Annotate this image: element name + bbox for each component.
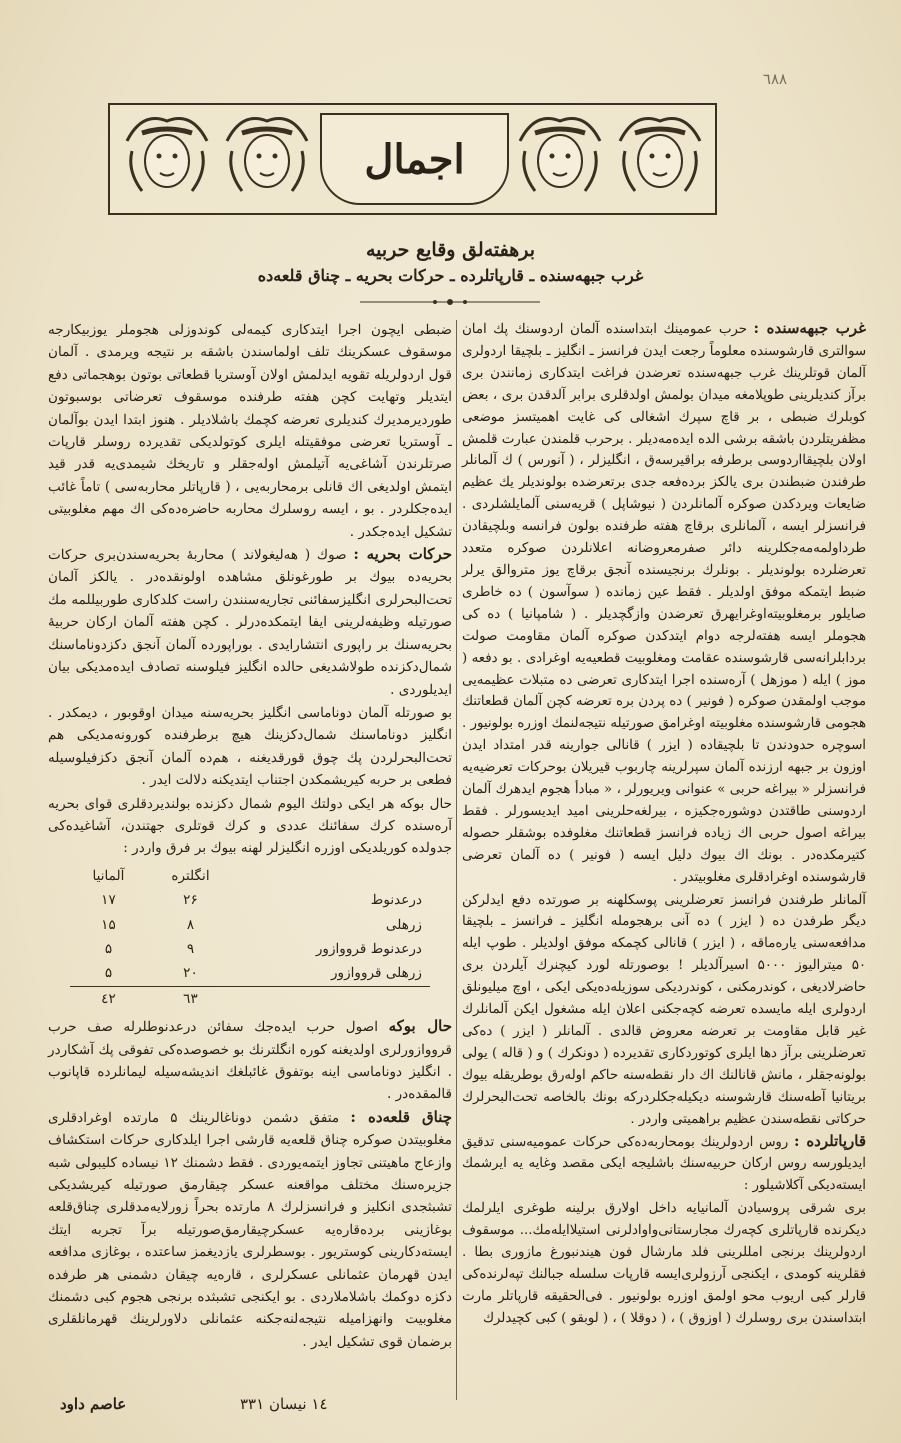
paragraph [48,1015,452,1106]
paragraph-text: آلمانلر طرفندن فرانسز تعرضلرینی پوسکلهنه بر صورتده دفع ایدلرکن دیگر طرفدن ده ( ایزر ) ده آنی برهجومله انگلیز ـ فرانسز ـ بلچیقا مدافعه‌سنی یاره‌ماقه ، ( ایزر ) قانالی کچمکه موفق اولدیلر . طوپ ایله ۵۰ میترالیوز ۵۰۰۰ اسیرآلدیلر ! بوصورتله لورد کیچنرك آیلردن بری حاضرلادیغی ، کوندرمکنی ، کوندردیکی سوزیله‌ده‌یکی ایکی ، اوچ میلیونلق اردولری ایله مایسده تعرضه کچه‌جکنی اعلان ایله مشغول ایکن آلمانلرك غیر قابل مقاومت بر تعرضه معروض قالدی . آلمانلر ( ایزر ) ده‌کی تعرضلرینی برآز دها ایلری کوتوردکاری تقدیرده ( دونکرك ) و ( قاله ) یولی بولونه‌جقلر ، مانش قانالنك اك دار نقطه‌سنه حاکم اوله‌رق بوطریقله بیوك بریتانیا آطه‌سنك قارشوسنه دیکیله‌جکلردرکه بونك بالخاصه تحت‌البحرلرك حرکاتی نقطه‌سندن عظیم براهمیتی واردر . [462,892,866,1127]
left-face-ornament-icon [222,111,312,203]
article-date: ۱٤ نیسان ۳۳۱ [240,1395,328,1413]
paragraph-text: بو صورتله آلمان دوناماسی انگلیز بحریه‌سنه میدان اوقوبور ، دیمکدر . انگلیز دوناماسنك شمال‌دکزینك هیچ برطرفنده کورونه‌مدیکی هم تحت‌البحرلردن پك چوق قورقدیغنه ، هم‌ده آلمان آنجق دکزفیلوسیله فطعی بر حربه کیریشمکدن اجتناب ایتدیکنه دلالت ایدر . [48,704,452,789]
table-header: آلمانیا [92,867,125,884]
table-cell: ۵ [104,965,113,982]
paragraph-text: روس اردولرینك بومحاربه‌ده‌کی حرکات عمومیه‌سنی تدقیق ایدیلورسه روس ارکان حربیه‌سنك باشلیجه ایکی مقصد وغایه‌ یه ایرشمك ایسته‌دیکی آکلاشیلور : [462,1134,866,1194]
paragraph-text: حال بوکه هر ایکی دولتك الیوم شمال دکزنده بولندیردقلری قوای بحریه آره‌سنده کرك سفائنك عددی و کرك قوتلری جهتندن، آشاغیده‌کی جدولده کوریلدیکی اوزره انگلیزلر لهنه بیوك بر فرق واردر : [48,795,452,857]
table-cell: ۲۰ [183,965,198,982]
table-cell: ۸ [186,916,195,933]
paragraph-text: صوك ( هه‌لیغولاند ) محاربهٔ بحریه‌سندن‌بری حرکات بحریه‌ده بیوك بر طورغونلق مشاهده اولونقده‌در . یالکز آلمان تحت‌البحرلری انگلیزسفائنی تجاریه‌سنندن راست‌ کلدکاری طوربیللمه‌ مك صورتیله وظیفه‌لرینی ایفا ایتمکده‌درلر . کچن هفته آلمان ارکان حربیهٔ بحریه‌سنك بر راپوری انتشارایدی . بوراپورده آلمان آنجق دکزدوناماسنك شمال‌دکزنده طولاشدیغی حالده انگلیز فیلوسنه تصادف ایده‌مدیکی بیان ایدیلوردی . [48,547,452,698]
table-cell: ۵ [104,940,113,957]
left-face-ornament-icon [122,111,212,203]
divider-ornament-icon [350,296,550,308]
paragraph-text: اصول حرب ایده‌جك سفائن درعدنوطلرله صف حرب قرووازورلری اولدیغنه کوره انگلترنك بو خصوصده‌کی تفوقی پك آشکاردر . انگلیز دوناماسی اینه بوتفوق غائبلغك اندیشه‌سیله لیمانلرده قاپانوب قالمقده‌در . [48,1019,452,1103]
table-cell: درعدنوط قرووازور [315,940,422,957]
paragraph [462,1197,866,1329]
paragraph [462,1131,866,1198]
table-row [70,961,430,986]
table-cell: ٤٢ [70,986,147,1011]
paragraph-heading: قارپاتلرده : [794,1131,866,1150]
paragraph [48,318,452,543]
table-header: انگلتره [171,867,210,884]
table-cell: ۱۷ [101,892,116,909]
table-cell: زرهلی قرووازور [330,965,422,982]
section-subtitle: غرب جبهه‌سنده ـ قارپاتلرده ـ حرکات بحریه ـ چناق قلعه‌ده [257,266,644,285]
paragraph-text: حرب عمومینك ابتداسنده آلمان اردوسنك پك امان سوالتری قارشوسنده معلوماً رجعت ایدن فرانسز ـ انگلیز ـ بلچیقا اردولری آلمان قوتلرینك غرب جبهه‌سنده تعرضدن فراغت ایتدکاری زمانندن بری برآز کندیلرینی طوپلامغه میدان بولمش اولدقلری برابر آلدقدن بری ، بعض کوبلرك ضبطی ، بر قاچ سپرك اشغالی کی غایت اهمیتسز موضعی مظفریتلردن باشقه برشی الده ایده‌مه‌دیلر . برحرب قلمندن عبارت قلمش اولان بلچیقااردوسی برطرفه براقیرسه‌ق ، انگلیزلر ، ( آنورس ) ك آلمانلر طرفندن ضبطندن بری یالکز برده‌فعه جدی برتعرضده بولوندیلر یك عظیم ضایعات ویردکدن صوکره آلمانلردن ( نیوشاپل ) قریه‌سنی آلمایلشلردی . فرانسزلر ایسه ، آلمانلری برقاچ هفته طرفنده بولون فرانسه وبلچیقادن طرداولمه‌مه‌جکلرینه دائر صفرمعروضانه اعلانلردن صوکره متعدد تعرضلرده بولوندیلر . بونلرك برنجیسنده آنجق برقاچ یوز متروالق یرلر ضبط ایتمکه موفق اولدیلر . فقط عین زمانده ( سوآسون ) ده خاطری صایلور برمغلوبیته‌اوغرایهرق تعرضدن وازگچدیلر . ( شامپانیا ) ده کی هجوملر ایسه هفته‌لرجه دوام ایتدکدن صوکره آلمان مقاومت صولت بردابلرانه‌سی قارشوسنده عقامت ومغلوبیت قطعیه‌یه اوغرادی . بو دفعه ( موز ) ایله ( موزهل ) آره‌سنده اجرا ایتدکاری تعرضی ده متبلات عظیمه‌یی موجب اولمقدن صوکره ( فونیر ) ده پردن بره تعرضه کچن آلمان قطعاتنك هجومی قارشوسنده مغلوبیته اوغرامق صورتیله نتیجه‌لنمك اوزره بولونیور . اسوچره حدودندن تا بلچیقاده ( ایزر ) قانالی جوارینه قدر امتداد ایدن اوزون بر جبهه ارزنده آلمان سپرلرینه چاربوب قیریلان بوحرکات تعرضیه‌یه فرانسزلر « بیراغه حربی » عنوانی ویریورلر ، « مبادأ هجوم ایدهرك آلمان اردوسنی طاقتدن دوشوره‌جکیزه ، بیرلغه‌حلرینی امید ایدیسورلر . فقط بیراغه اصول حربی اك زیاده فرانسز قطعاتنك مغلوفده بوشقلر حصوله کتیرمکده‌در . بونك اك بیوك دلیل ایسه ( فونیر ) ده آلمان تعرضی قارشوسنده اوغرادقلری مغلوبیتدر . [462,322,866,885]
paragraph-text: متفق دشمن دوناغالرینك ۵ مارتده اوغرادقلری مغلوبیتدن صوکره چناق قلعه‌یه قارشی اجرا ایلدکاری حرکات استکشاف وازعاج ماهیتنی تجاوز ایتمه‌یوردی . فقط دشمنك ۱۲ نیساده کلیبولی شبه جزیره‌سنك مختلف مواقعنه عسکر چیقارمق صورتیله کیریشدیکی تشبثجدی انکلیز و فرانسزلرك ۸ مارتده بحراً زورلایه‌مدقلری چناق‌قلعه بوغازینی برده‌قاره‌یه عسکرچیقارمق‌صورتیله برآ تجربه ایتك ایسته‌دکارینی کوستریور . بوسطرلری یازدیغمز ساعتده ، بوغازی مدافعه ایدن قهرمان عثمانلی عسکرلری ، قاره‌یه چیقان دشمنی هر طرفده دکزه دوکمك باشلاملاردی . بو ایکنجی تشبثده برنجی هجوم کبی دشمنك مغلوبیت وانهزامیله نتیجه‌لنه‌جکنه عثمانلی دلاورلرینك قهرمانلقلری برضمان قوی تشکیل ایدر . [48,1109,453,1350]
paragraph-heading: حال بوکه [388,1017,452,1036]
paragraph-heading: حرکات بحریه : [353,545,452,564]
masthead-title: اجمال [320,113,509,205]
table-cell [234,986,430,1011]
masthead-banner [108,103,717,215]
table-cell: زرهلی [385,916,422,933]
table-row [70,937,430,961]
paragraph-heading: غرب جبهه‌سنده : [753,319,866,337]
paragraph-text: ضبطی ایچون اجرا ایتدکاری کیمه‌لی کوندوزلی هجوملر یوزبیکارجه موسقوف عسکرینك تلف اولماسندن باشقه بر نتیجه ویرمدی . آلمان قول اردولریله تقویه ایدلمش اولان آوستریا قطعاتی بوتون بوهجماتی دفع ایتدیلر وتهایت کچن هفته طرفنده موسقوف تعرضاتی بوسبوتون طوردیرمدیرك کندیلری تعرضه کچمك باشلادیلر . هنوز ابتدا ایدن بوآلمان ـ آوستریا تعرضی موفقیتله ایلری کوتولدیکی تقدیرده روسلر قارپات صرتلرندن آشاغی‌یه آتیلمش اوله‌جقلر و تاریخك شیمدی‌یه قدر قید ایتمش اولدیغی اك قانلی برمحاربه‌یی ، ( قارپاتلر محاربه‌سی ) تاماً غائب ایده‌جکلردر . بو ، ایسه روسلرك محاربه حاضره‌ده‌کی اك مهم مغلوبیتی تشکیل ایده‌جکدر . [48,322,452,540]
section-title: برهفته‌لق وقایع حربیه [365,239,536,261]
paragraph [462,889,866,1131]
paragraph [48,543,452,701]
table-cell: درعدنوط [370,892,422,909]
author-signature: عاصم داود [60,1395,127,1413]
table-cell: ۲۶ [183,892,198,909]
table-header-row [70,864,430,888]
table-cell: ۹ [186,940,195,957]
right-face-ornament-icon [615,111,705,203]
fleet-comparison-table [70,864,430,1011]
left-column [48,318,452,1353]
right-column [462,318,866,1330]
table-cell: ۱۵ [101,916,116,933]
table-row [70,888,430,912]
table-header [234,864,430,888]
right-face-ornament-icon [515,111,605,203]
table-row [70,913,430,937]
paragraph [462,318,866,889]
table-cell: ٦٣ [147,986,234,1011]
paragraph [48,792,452,860]
paragraph [48,1106,452,1353]
paragraph-text: بری شرقی پروسیادن آلمانیایه داخل اولارق برلینه طوغری ایلرلمك دیکرنده قارپاتلری کچه‌رك مجارستانی‌واوادلرنی استیلاایله‌مك... موسقوف اردولرینك برنجی امللرینی فلد مارشال فون هیندنبورغ مازوری بطا . فقلرینه کومدی ، ایکنجی آرزولری‌ایسه قارپات سلسله‌‌ جبالنك تپه‌لرنده‌کی قارلر کبی اریوب محو اولمق اوزره بولونیور . فی‌الحقیقه قارپاتلر مارت ابتداسندن بری روسلرك ( اوزوق ) ، ( دوقلا ) ، ( لوبقو ) کبی کچیدلرك [462,1201,866,1326]
table-total-row [70,986,430,1011]
page-number: ٦٨٨ [762,70,788,88]
column-divider [456,320,457,1400]
paragraph-heading: چناق قلعه‌ده : [350,1107,452,1126]
paragraph [48,701,452,792]
